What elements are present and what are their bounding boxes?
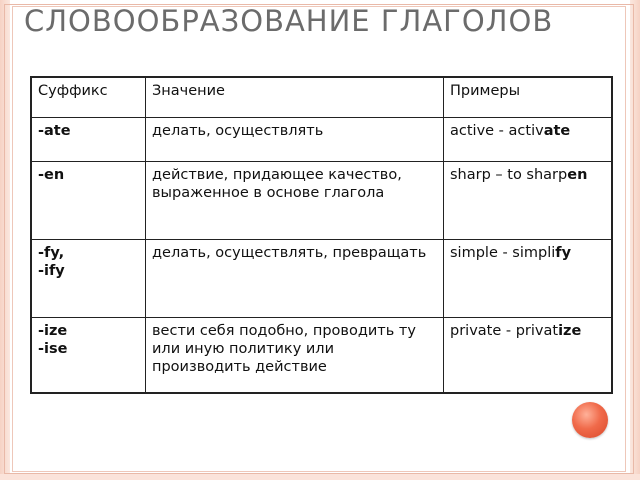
example-cell bbox=[444, 239, 613, 317]
example-suffix: fy bbox=[555, 244, 572, 261]
header-examples: Примеры bbox=[444, 77, 613, 117]
suffix-cell bbox=[31, 161, 146, 239]
suffix-text: -fy, bbox=[38, 244, 65, 261]
table-row bbox=[31, 239, 612, 317]
header-meaning: Значение bbox=[146, 77, 444, 117]
suffix-table bbox=[30, 76, 613, 394]
meaning-cell: делать, осуществлять bbox=[146, 117, 444, 161]
example-suffix: ate bbox=[543, 122, 571, 139]
header-suffix: Суффикс bbox=[31, 77, 146, 117]
example-base: sharp – to sharp bbox=[450, 166, 568, 183]
suffix-cell bbox=[31, 317, 146, 393]
suffix-text: -ise bbox=[38, 340, 68, 357]
suffix-text: -ate bbox=[38, 122, 71, 139]
suffix-cell bbox=[31, 117, 146, 161]
slide-title: СЛОВООБРАЗОВАНИЕ ГЛАГОЛОВ bbox=[24, 4, 554, 38]
example-cell bbox=[444, 317, 613, 393]
suffix-text: -en bbox=[38, 166, 65, 183]
decorative-bottom-stripe bbox=[0, 474, 640, 480]
table-header-row bbox=[31, 77, 612, 117]
table-row bbox=[31, 117, 612, 161]
meaning-cell: делать, осуществлять, превращать bbox=[146, 239, 444, 317]
table-row bbox=[31, 317, 612, 393]
example-cell bbox=[444, 161, 613, 239]
example-suffix: en bbox=[567, 166, 588, 183]
example-base: active - activ bbox=[450, 122, 544, 139]
decorative-orb bbox=[572, 402, 608, 438]
meaning-cell: действие, придающее качество, выраженное в основе глагола bbox=[146, 161, 444, 239]
table-row bbox=[31, 161, 612, 239]
meaning-cell: вести себя подобно, проводить ту или иную политику или производить действие bbox=[146, 317, 444, 393]
suffix-cell bbox=[31, 239, 146, 317]
example-base: simple - simpli bbox=[450, 244, 556, 261]
example-base: private - privat bbox=[450, 322, 559, 339]
example-cell bbox=[444, 117, 613, 161]
example-suffix: ize bbox=[558, 322, 582, 339]
suffix-text: -ify bbox=[38, 262, 65, 279]
suffix-text: -ize bbox=[38, 322, 68, 339]
